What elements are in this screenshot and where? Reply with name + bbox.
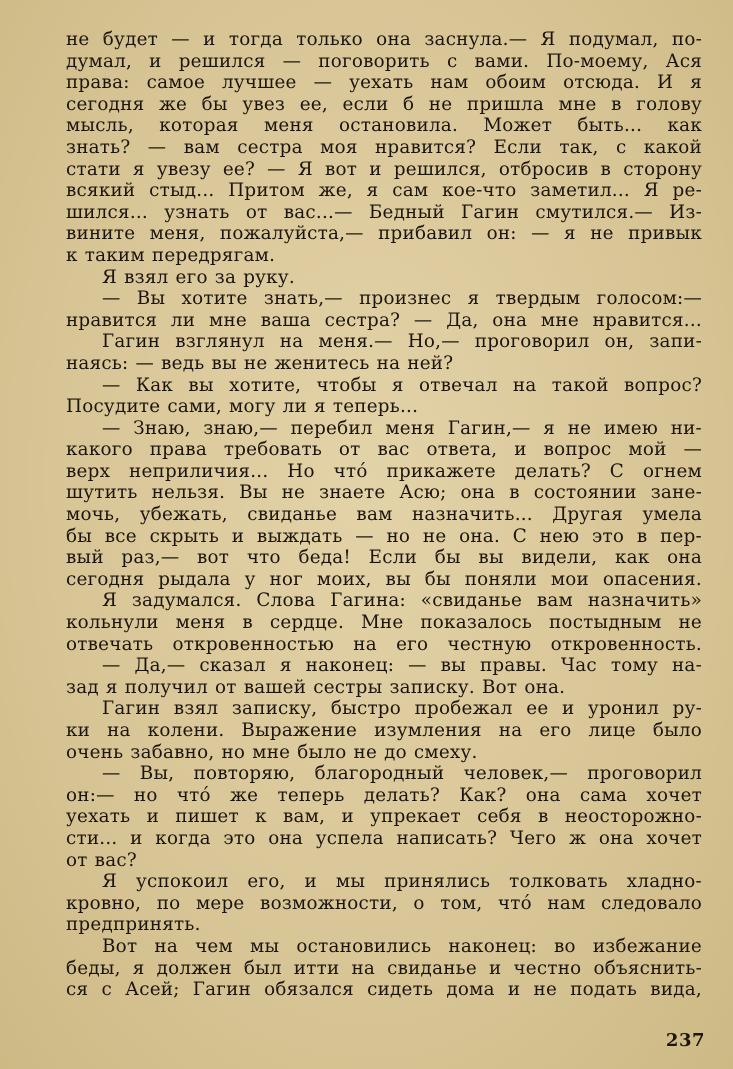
text-line: — Знаю, знаю,— перебил меня Гагин,— я не имею ни- (102, 417, 702, 439)
text-line: кольнули меня в сердце. Мне показалось постыдным не (66, 612, 702, 634)
text-line: — Вы, повторяю, благородный человек,— проговорил (102, 763, 702, 785)
text-line: вините меня, пожалуйста,— прибавил он: — я не привык (66, 223, 702, 245)
text-line: сти... и когда это она успела написать? Чего ж она хочет (66, 827, 702, 849)
text-line: всякий стыд... Притом же, я сам кое-что заметил... Я ре- (66, 180, 702, 202)
text-line: сегодня рыдала у ног моих, вы бы поняли мои опасения. (66, 568, 702, 590)
text-line: бы все скрыть и выждать — но не она. С нею это в пер- (66, 525, 702, 547)
text-line: Гагин взглянул на меня.— Но,— проговорил он, запи- (102, 331, 702, 353)
page-number: 237 (665, 1030, 705, 1051)
text-line: шутить нельзя. Вы не знаете Асю; она в состоянии зане- (66, 482, 702, 504)
text-line: сегодня же бы увез ее, если б не пришла мне в голову (66, 93, 702, 115)
text-line: предпринять. (66, 914, 201, 936)
text-line: к таким передрягам. (66, 244, 276, 266)
text-line: зад я получил от вашей сестры записку. Вот она. (66, 676, 566, 698)
text-line: права: самое лучшее — уехать нам обоим отсюда. И я (66, 72, 702, 94)
text-line: наясь: — ведь вы не женитесь на ней? (66, 352, 454, 374)
text-line: он:— но что́ же теперь делать? Как? она сама хочет (66, 784, 702, 806)
text-line: кровно, по мере возможности, о том, что́ нам следовало (66, 892, 702, 914)
text-line: отвечать откровенностью на его честную откровенность. (66, 633, 702, 655)
text-line: мысль, которая меня остановила. Может быть... как (66, 115, 702, 137)
text-line: — Да,— сказал я наконец: — вы правы. Час тому на- (102, 655, 702, 677)
text-line: верх неприличия... Но что́ прикажете делать? С огнем (66, 460, 702, 482)
text-line: очень забавно, но мне было не до смеху. (66, 741, 478, 763)
text-line: Я задумался. Слова Гагина: «свиданье вам назначить» (102, 590, 702, 612)
text-line: беды, я должен был итти на свиданье и честно объяснить- (66, 957, 702, 979)
text-line: знать? — вам сестра моя нравится? Если так, с какой (66, 136, 702, 158)
text-line: нравится ли мне ваша сестра? — Да, она мне нравится... (66, 309, 702, 331)
book-page-text (66, 29, 702, 1001)
text-line: Посудите сами, могу ли я теперь... (66, 396, 419, 418)
text-line: — Вы хотите знать,— произнес я твердым голосом:— (102, 288, 702, 310)
text-line: — Как вы хотите, чтобы я отвечал на такой вопрос? (102, 374, 702, 396)
text-line: ся с Асей; Гагин обязался сидеть дома и не подать вида, (66, 979, 702, 1001)
text-line: Я взял его за руку. (102, 266, 295, 288)
text-line: какого права требовать от вас ответа, и вопрос мой — (66, 439, 702, 461)
text-line: не будет — и тогда только она заснула.— Я подумал, по- (66, 29, 702, 50)
text-line: думал, и решился — поговорить с вами. По-моему, Ася (66, 50, 702, 72)
text-line: от вас? (66, 849, 137, 871)
text-line: уехать и пишет к вам, и упрекает себя в неосторожно- (66, 806, 702, 828)
text-line: мочь, убежать, свиданье вам назначить... Другая умела (66, 504, 702, 526)
text-line: стати я увезу ее? — Я вот и решился, отбросив в сторону (66, 158, 702, 180)
text-line: Вот на чем мы остановились наконец: во избежание (102, 935, 702, 957)
text-line: шился... узнать от вас...— Бедный Гагин смутился.— Из- (66, 201, 702, 223)
text-line: Гагин взял записку, быстро пробежал ее и уронил ру- (102, 698, 702, 720)
text-line: Я успокоил его, и мы принялись толковать хладно- (102, 871, 702, 893)
text-line: ки на колени. Выражение изумления на его лице было (66, 720, 702, 741)
text-line: вый раз,— вот что беда! Если бы вы видели, как она (66, 547, 702, 569)
